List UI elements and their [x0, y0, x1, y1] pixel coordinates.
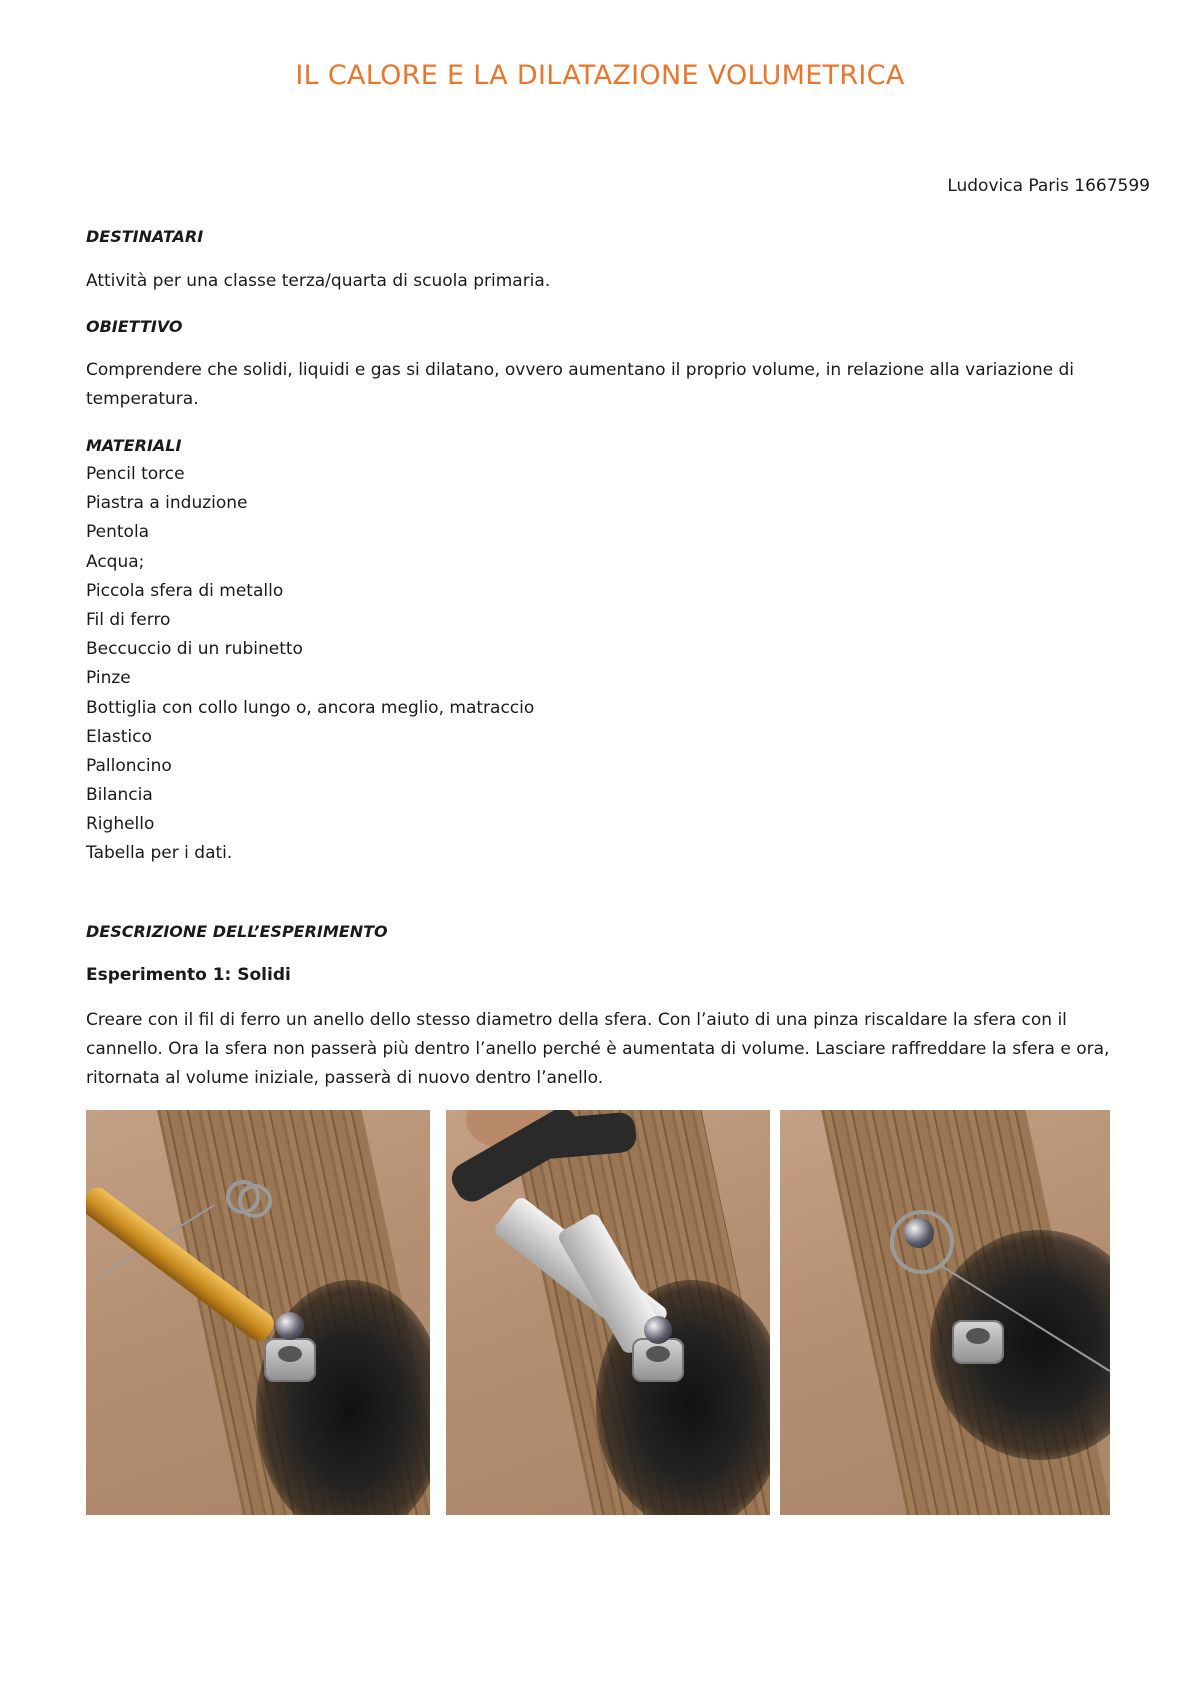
list-item: Pencil torce [86, 464, 185, 484]
list-item: Bottiglia con collo lungo o, ancora meglio, matraccio [86, 697, 535, 718]
destinatari-heading: DESTINATARI [86, 227, 204, 246]
list-item: Bilancia [86, 785, 153, 806]
list-item: Righello [86, 814, 155, 835]
descrizione-heading: DESCRIZIONE DELL’ESPERIMENTO [86, 922, 388, 941]
experiment1-text: Creare con il fil di ferro un anello dello stesso diametro della sfera. Con l’aiuto di una pinza riscaldare la sfera con il cannello. Ora la sfera non passerà più dentro l’anello perché è aumentata di volume. Lasciare raffreddare la sfera e ora, ritornata al volume iniziale, passerà di nuovo dentro l’anello. [86, 1010, 1110, 1088]
list-item: Elastico [86, 726, 152, 747]
list-item: Piastra a induzione [86, 493, 248, 514]
list-item: Acqua; [86, 551, 145, 572]
author-line: Ludovica Paris 1667599 [947, 176, 1150, 196]
list-item: Palloncino [86, 755, 172, 776]
list-item: Pinze [86, 668, 131, 689]
photo-torch-heating-sphere [86, 1110, 430, 1515]
list-item: Piccola sfera di metallo [86, 580, 284, 601]
photo-sphere-in-ring [780, 1110, 1110, 1515]
materials-list [86, 460, 534, 869]
experiment1-title: Esperimento 1: Solidi [86, 965, 291, 985]
destinatari-text: Attività per una classe terza/quarta di scuola primaria. [86, 271, 551, 291]
list-item: Pentola [86, 522, 150, 543]
obiettivo-text: Comprendere che solidi, liquidi e gas si dilatano, ovvero aumentano il proprio volume, in relazione alla variazione di temperatura. [86, 360, 1074, 409]
list-item: Fil di ferro [86, 609, 171, 630]
list-item: Tabella per i dati. [86, 843, 233, 864]
materiali-heading: MATERIALI [86, 436, 182, 455]
list-item: Beccuccio di un rubinetto [86, 639, 303, 660]
obiettivo-heading: OBIETTIVO [86, 317, 183, 336]
document-title: IL CALORE E LA DILATAZIONE VOLUMETRICA [295, 60, 905, 91]
photo-pliers-holding-sphere [446, 1110, 770, 1515]
